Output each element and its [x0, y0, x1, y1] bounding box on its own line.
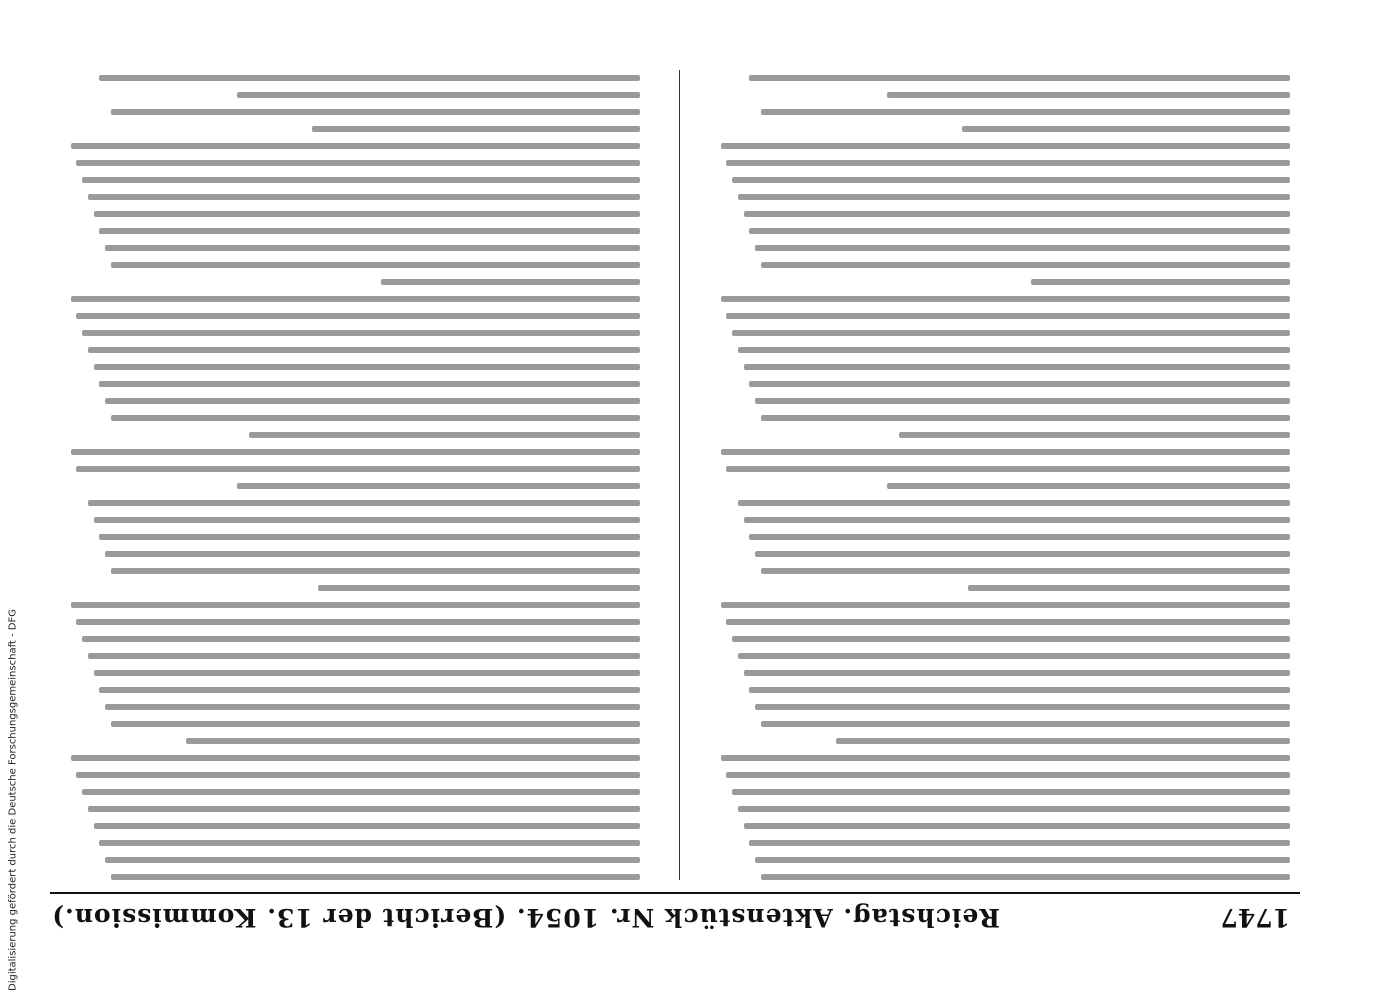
text-line [836, 738, 1290, 744]
text-line [1031, 279, 1290, 285]
text-line [738, 500, 1290, 506]
text-line [111, 262, 640, 268]
text-line [721, 755, 1290, 761]
text-line [761, 874, 1290, 880]
text-line [249, 432, 640, 438]
text-line [105, 704, 640, 710]
text-line [94, 211, 640, 217]
text-line [82, 789, 640, 795]
text-line [381, 279, 640, 285]
text-line [738, 347, 1290, 353]
text-line [71, 755, 640, 761]
text-line [100, 840, 641, 846]
text-line [77, 160, 641, 166]
text-line [312, 126, 640, 132]
text-line [71, 602, 640, 608]
text-line [761, 568, 1290, 574]
text-line [738, 194, 1290, 200]
text-line [111, 568, 640, 574]
text-line [105, 551, 640, 557]
text-line [88, 806, 640, 812]
text-line [755, 245, 1290, 251]
text-line [744, 211, 1290, 217]
text-line [755, 857, 1290, 863]
text-line [755, 704, 1290, 710]
text-line [111, 721, 640, 727]
text-line [105, 245, 640, 251]
text-line [77, 772, 641, 778]
column-divider [679, 70, 680, 880]
text-line [744, 364, 1290, 370]
text-line [111, 874, 640, 880]
text-line [105, 857, 640, 863]
text-line [82, 177, 640, 183]
text-line [761, 721, 1290, 727]
text-line [77, 313, 641, 319]
text-line [71, 449, 640, 455]
text-line [755, 398, 1290, 404]
page-header [50, 892, 1300, 940]
text-line [888, 92, 1291, 98]
text-line [71, 296, 640, 302]
text-line [744, 823, 1290, 829]
text-line [721, 296, 1290, 302]
text-line [94, 364, 640, 370]
text-line [750, 228, 1291, 234]
text-line [100, 381, 641, 387]
text-line [732, 330, 1290, 336]
text-line [721, 143, 1290, 149]
text-line [727, 160, 1291, 166]
text-line [727, 619, 1291, 625]
text-column-right [65, 65, 640, 880]
text-line [727, 313, 1291, 319]
text-line [750, 687, 1291, 693]
text-line [732, 789, 1290, 795]
text-line [738, 653, 1290, 659]
text-line [318, 585, 640, 591]
text-line [899, 432, 1290, 438]
funding-note: Digitalisierung gefördert durch die Deutsche Forschungsgemeinschaft - DFG [7, 608, 19, 992]
text-line [755, 551, 1290, 557]
text-line [88, 347, 640, 353]
text-line [77, 466, 641, 472]
text-line [738, 806, 1290, 812]
text-line [111, 109, 640, 115]
text-line [721, 602, 1290, 608]
text-line [88, 194, 640, 200]
text-line [94, 517, 640, 523]
text-line [238, 92, 641, 98]
text-line [732, 177, 1290, 183]
text-line [962, 126, 1290, 132]
text-line [71, 143, 640, 149]
text-line [100, 687, 641, 693]
text-line [750, 75, 1291, 81]
text-line [82, 330, 640, 336]
text-line [100, 534, 641, 540]
text-line [750, 840, 1291, 846]
text-line [88, 653, 640, 659]
text-line [750, 381, 1291, 387]
text-line [761, 415, 1290, 421]
side-note [2, 605, 24, 995]
text-line [888, 483, 1291, 489]
text-line [94, 823, 640, 829]
text-line [100, 75, 641, 81]
text-line [238, 483, 641, 489]
text-line [727, 772, 1291, 778]
text-line [744, 517, 1290, 523]
rotated-page-content [50, 60, 1300, 940]
text-line [727, 466, 1291, 472]
text-line [77, 619, 641, 625]
text-line [100, 228, 641, 234]
text-line [88, 500, 640, 506]
text-line [761, 262, 1290, 268]
page-number: 1747 [1220, 903, 1290, 932]
text-line [82, 636, 640, 642]
page-title: Reichstag. Aktenstück Nr. 1054. (Bericht der 13. Kommission.) [51, 903, 1000, 932]
text-line [750, 534, 1291, 540]
text-line [732, 636, 1290, 642]
text-line [744, 670, 1290, 676]
text-line [186, 738, 640, 744]
text-line [721, 449, 1290, 455]
text-line [111, 415, 640, 421]
text-line [968, 585, 1290, 591]
text-line [761, 109, 1290, 115]
text-line [94, 670, 640, 676]
text-column-left [715, 65, 1290, 880]
text-line [105, 398, 640, 404]
